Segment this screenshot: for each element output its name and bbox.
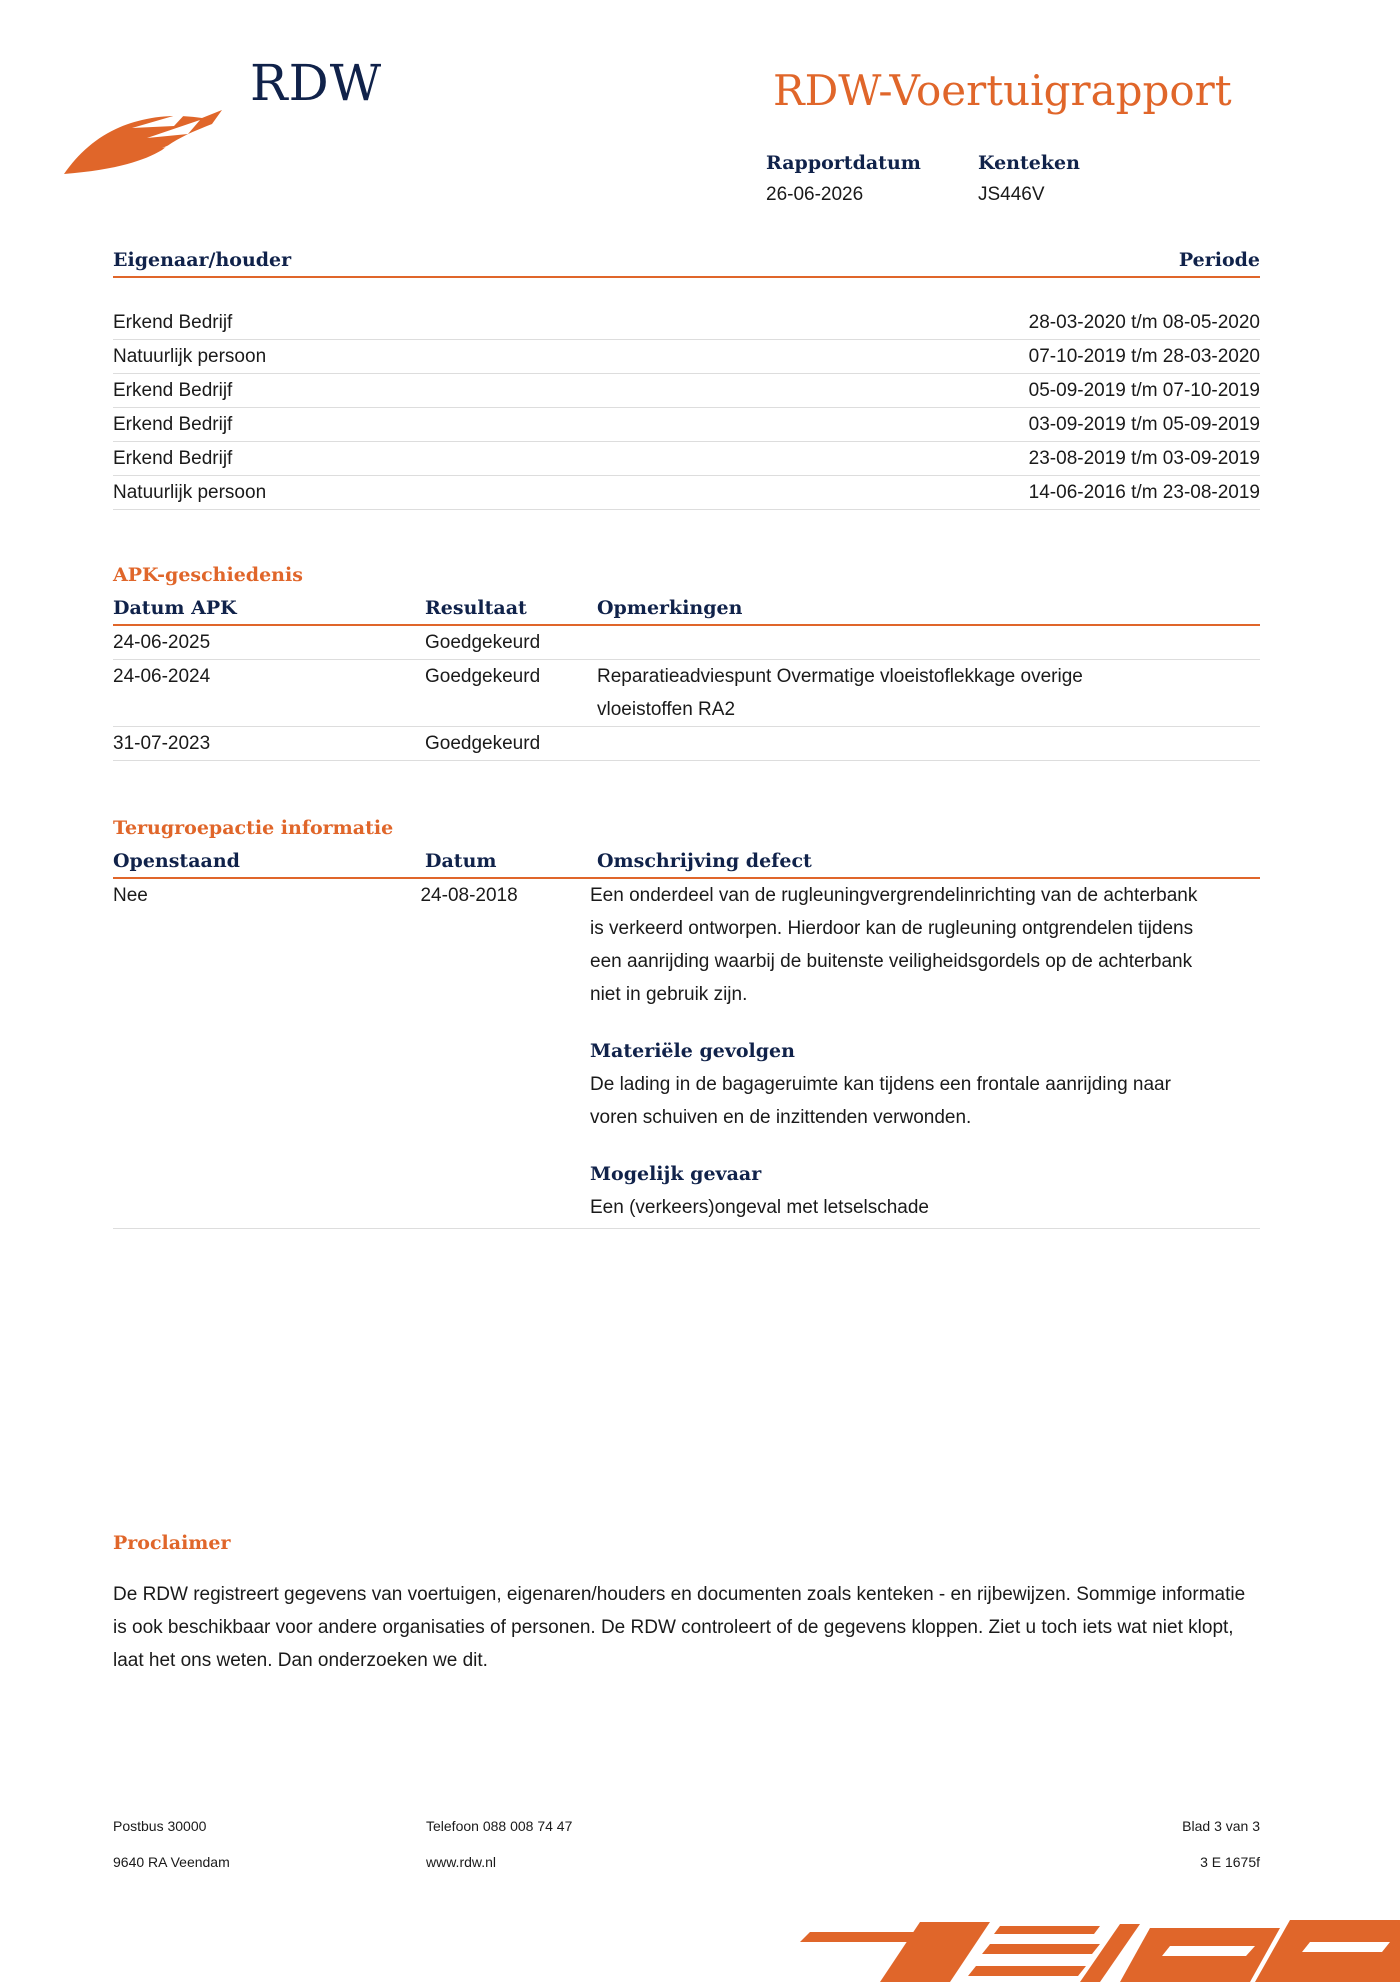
owner-row <box>113 340 1260 374</box>
owner-type: Erkend Bedrijf <box>113 312 233 333</box>
owner-period: 23-08-2019 t/m 03-09-2019 <box>1028 448 1260 469</box>
plate-label: Kenteken <box>978 152 1080 174</box>
plate-value: JS446V <box>978 184 1045 205</box>
report-title: RDW-Voertuigrapport <box>773 66 1232 115</box>
material-consequences-text: De lading in de bagageruimte kan tijdens een frontale aanrijding naar voren schuiven en de inzittenden verwonden. <box>590 1074 1171 1128</box>
possible-danger-label: Mogelijk gevaar <box>590 1163 762 1185</box>
owner-period: 28-03-2020 t/m 08-05-2020 <box>1028 312 1260 333</box>
recall-date-value: 24-08-2018 <box>420 885 518 906</box>
footer-code: 3 E 1675f <box>1200 1854 1260 1870</box>
apk-date: 31-07-2023 <box>113 733 211 754</box>
owner-type: Erkend Bedrijf <box>113 380 233 401</box>
recall-description: Een onderdeel van de rugleuningvergrendelinrichting van de achterbank is verkeerd ontworpen. Hierdoor kan de rugleuning ontgrendelen tijdens een aanrijding waarbij de buitenste veiligheidsgordels op de achterbank niet in gebruik zijn. <box>590 885 1198 1005</box>
apk-row <box>113 660 1260 727</box>
owner-period: 05-09-2019 t/m 07-10-2019 <box>1028 380 1260 401</box>
proclaimer-title: Proclaimer <box>113 1532 231 1554</box>
recall-table-header <box>113 845 1260 879</box>
apk-table-header <box>113 592 1260 626</box>
apk-result: Goedgekeurd <box>425 733 541 754</box>
material-consequences-label: Materiële gevolgen <box>590 1040 795 1062</box>
recall-open-value: Nee <box>113 885 148 906</box>
decorative-stripes-icon <box>800 1920 1400 1982</box>
apk-section-title: APK-geschiedenis <box>113 564 303 586</box>
apk-row <box>113 727 1260 761</box>
owner-row <box>113 442 1260 476</box>
recall-details <box>590 879 1260 1224</box>
col-apk-remarks: Opmerkingen <box>597 597 743 619</box>
apk-rows <box>113 626 1260 761</box>
footer-page: Blad 3 van 3 <box>1182 1818 1260 1834</box>
col-period: Periode <box>1178 249 1260 271</box>
owner-type: Erkend Bedrijf <box>113 448 233 469</box>
footer-phone: Telefoon 088 008 74 47 <box>426 1818 573 1834</box>
owner-period: 14-06-2016 t/m 23-08-2019 <box>1028 482 1260 503</box>
owner-type: Natuurlijk persoon <box>113 482 267 503</box>
col-recall-date: Datum <box>425 850 497 872</box>
owners-table <box>113 244 1260 510</box>
rdw-logo <box>62 54 392 178</box>
apk-remarks <box>597 626 1260 659</box>
report-date-label: Rapportdatum <box>766 152 921 174</box>
owner-row <box>113 408 1260 442</box>
owner-row <box>113 306 1260 340</box>
footer-website[interactable]: www.rdw.nl <box>426 1854 497 1870</box>
proclaimer-text: De RDW registreert gegevens van voertuigen, eigenaren/houders en documenten zoals kenteken - en rijbewijzen. Sommige informatie is ook beschikbaar voor andere organisaties of personen. De RDW controleert of de gegevens kloppen. Ziet u toch iets wat niet klopt, laat het ons weten. Dan onderzoeken we dit. <box>113 1584 1246 1671</box>
recall-section-title: Terugroepactie informatie <box>113 817 394 839</box>
col-recall-open: Openstaand <box>113 850 240 872</box>
recall-row <box>113 879 1260 1229</box>
rdw-leaf-logo-icon <box>62 88 242 176</box>
owner-type: Natuurlijk persoon <box>113 346 267 367</box>
col-apk-date: Datum APK <box>113 597 237 619</box>
apk-row <box>113 626 1260 660</box>
apk-date: 24-06-2025 <box>113 632 211 653</box>
owner-period: 03-09-2019 t/m 05-09-2019 <box>1028 414 1260 435</box>
owners-table-header <box>113 244 1260 278</box>
apk-result: Goedgekeurd <box>425 632 541 653</box>
apk-table <box>113 592 1260 761</box>
apk-date: 24-06-2024 <box>113 666 211 687</box>
recall-table <box>113 845 1260 1229</box>
owner-type: Erkend Bedrijf <box>113 414 233 435</box>
owner-period: 07-10-2019 t/m 28-03-2020 <box>1028 346 1260 367</box>
possible-danger-text: Een (verkeers)ongeval met letselschade <box>590 1197 930 1218</box>
owner-row <box>113 476 1260 510</box>
owner-row <box>113 374 1260 408</box>
apk-result: Goedgekeurd <box>425 666 541 687</box>
apk-remarks <box>597 727 1260 760</box>
col-recall-desc: Omschrijving defect <box>597 850 812 872</box>
footer-postbus: Postbus 30000 <box>113 1818 207 1834</box>
apk-remarks: Reparatieadviespunt Overmatige vloeistoflekkage overige vloeistoffen RA2 <box>597 666 1083 720</box>
footer-city: 9640 RA Veendam <box>113 1854 230 1870</box>
logo-text: RDW <box>250 54 383 112</box>
report-date-value: 26-06-2026 <box>766 184 864 205</box>
col-owner: Eigenaar/houder <box>113 249 292 271</box>
owners-rows <box>113 306 1260 510</box>
col-apk-result: Resultaat <box>425 597 527 619</box>
